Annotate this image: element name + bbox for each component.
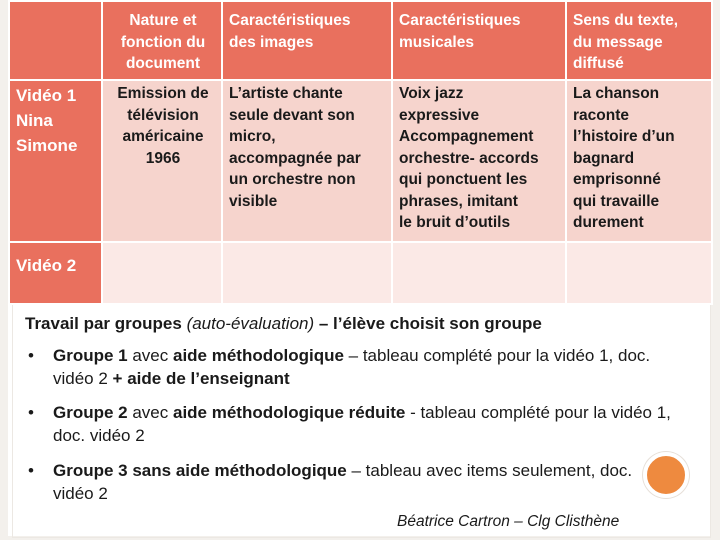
table-row-video2: [9, 242, 712, 304]
header-nature: Nature et fonction du document: [102, 1, 222, 80]
cell-video1-nature: Emission de télévision américaine 1966: [102, 80, 222, 242]
section-title: [25, 312, 665, 335]
list-item-group1: [25, 344, 673, 390]
title-part3: – l’élève choisit son groupe: [314, 314, 542, 333]
group1-name: Groupe 1: [53, 346, 128, 365]
bullet-icon: •: [28, 403, 34, 422]
group2-aid: aide méthodologique réduite: [172, 403, 406, 422]
group1-text1: avec: [127, 346, 173, 365]
bullet-icon: •: [28, 461, 34, 480]
bullet-icon: •: [28, 346, 34, 365]
decorative-circle-icon: [643, 452, 689, 498]
cell-video2-sens: [566, 242, 712, 304]
header-sens: Sens du texte, du message diffusé: [566, 1, 712, 80]
group2-text1: avec: [127, 403, 173, 422]
table-header-row: [9, 1, 712, 80]
row-label-video1: Vidéo 1 Nina Simone: [9, 80, 102, 242]
title-part2: (auto-évaluation): [186, 314, 315, 333]
group1-extra: + aide de l’enseignant: [112, 369, 290, 388]
cell-video1-musique: Voix jazz expressive Accompagnement orchestre- accords qui ponctuent les phrases, imitant le bruit d’outils: [392, 80, 566, 242]
instructions-block: [25, 312, 671, 503]
list-item-group2: [25, 401, 673, 447]
cell-video2-nature: [102, 242, 222, 304]
author-credit: Béatrice Cartron – Clg Clisthène: [397, 513, 620, 530]
group2-text2: - tableau complété pour la vidéo 1, doc. vidéo 2: [53, 403, 671, 445]
cell-video2-images: [222, 242, 392, 304]
group1-text2: – tableau complété pour la vidéo 1, doc. vidéo 2: [53, 346, 651, 388]
header-musique: Caractéristiques musicales: [392, 1, 566, 80]
group1-aid: aide méthodologique: [172, 346, 344, 365]
group3-name: Groupe 3 sans aide méthodologique: [53, 461, 347, 480]
cell-video1-sens: La chanson raconte l’histoire d’un bagnard emprisonné qui travaille durement: [566, 80, 712, 242]
row-label-video2: Vidéo 2: [9, 242, 102, 304]
title-part1: Travail par groupes: [25, 314, 187, 333]
group2-name: Groupe 2: [53, 403, 128, 422]
group3-text1: – tableau avec items seulement, doc. vidéo 2: [53, 461, 633, 503]
header-images: Caractéristiques des images: [222, 1, 392, 80]
cell-video2-musique: [392, 242, 566, 304]
table-row-video1: [9, 80, 712, 242]
list-item-group3: [25, 459, 673, 505]
header-corner-cell: [9, 1, 102, 80]
comparison-table: [8, 0, 713, 305]
cell-video1-images: L’artiste chante seule devant son micro, accompagnée par un orchestre non visible: [222, 80, 392, 242]
